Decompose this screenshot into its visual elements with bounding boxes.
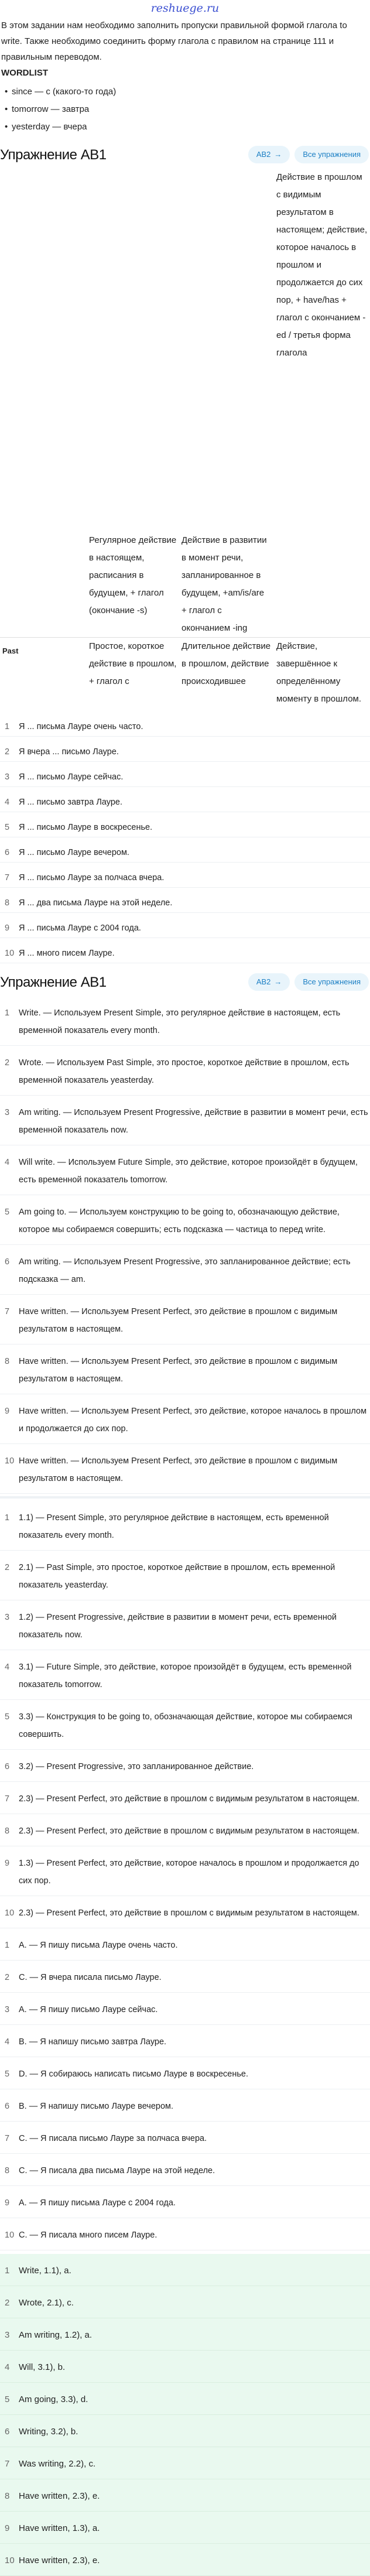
- list-item: 5 D. — Я собираюсь написать письмо Лауре в воскресенье.: [0, 2057, 370, 2089]
- question-text: Я ... два письма Лауре на этой неделе.: [19, 898, 173, 908]
- question-text: Я ... письмо завтра Лауре.: [19, 798, 122, 808]
- list-item: 7 С. — Я писала письмо Лауре за полчаса вчера.: [0, 2122, 370, 2154]
- all-exercises-label: Все упражнения: [303, 150, 361, 159]
- list-item: 10 Have written. — Используем Present Perfect, это действие в прошлом с видимым результатом в настоящем.: [0, 1444, 370, 1494]
- answers-list: [0, 2254, 370, 2576]
- explanation-text: Am writing. — Используем Present Progressive, действие в развитии в момент речи, есть временной показатель now.: [19, 1108, 368, 1135]
- wordlist: [0, 66, 370, 136]
- list-item: 6 В. — Я напишу письмо Лауре вечером.: [0, 2089, 370, 2122]
- rule-link-text: 2.1) — Past Simple, это простое, короткое действие в прошлом, есть временной показатель yeasterday.: [19, 1563, 335, 1590]
- translation-text: С. — Я писала два письма Лауре на этой неделе.: [19, 2166, 215, 2176]
- rules-cell: Действие в прошлом с видимым результатом в настоящем; действие, которое началось в прошлом и продолжается до сих пор, + have/has + глагол с окончанием -ed / третья форма глагола: [276, 172, 368, 358]
- translation-text: А. — Я пишу письма Лауре с 2004 года.: [19, 2198, 176, 2208]
- list-item: 2 2.1) — Past Simple, это простое, короткое действие в прошлом, есть временной показатель yeasterday.: [0, 1551, 370, 1600]
- rule-link-text: 3.3) — Конструкция to be going to, обозначающая действие, которое мы собираемся совершить.: [19, 1712, 352, 1740]
- all-exercises-label: Все упражнения: [303, 977, 361, 987]
- questions-list: [0, 711, 370, 963]
- list-item: 1 Я ... письма Лауре очень часто.: [0, 711, 370, 737]
- list-item: 3 Am writing, 1.2), а.: [0, 2318, 370, 2351]
- list-item: 5 Am going to. — Используем конструкцию to be going to, обозначающую действие, которое мы собираемся совершить; есть подсказка — частица to перед write.: [0, 1195, 370, 1245]
- rule-link-text: 3.1) — Future Simple, это действие, которое произойдёт в будущем, есть временной показатель tomorrow.: [19, 1662, 352, 1690]
- wordlist-item: • yesterday — вчера: [1, 118, 370, 136]
- task-intro: В этом задании нам необходимо заполнить пропуски правильной формой глагола to write. Также необходимо соединить форму глагола с правилом на странице 111 и правильным переводом.: [1, 20, 347, 62]
- rule-link-text: 3.2) — Present Progressive, это запланированное действие.: [19, 1762, 254, 1772]
- arrow-right-icon: →: [274, 977, 282, 987]
- question-text: Я ... письма Лауре с 2004 года.: [19, 923, 141, 933]
- list-item: 6 Writing, 3.2), b.: [0, 2415, 370, 2447]
- exercise-title: Упражнение AB1: [0, 146, 107, 163]
- list-item: 7 2.3) — Present Perfect, это действие в прошлом с видимым результатом в настоящем.: [0, 1782, 370, 1814]
- answer-text: Am going, 3.3), d.: [19, 2394, 88, 2405]
- list-item: 7 Was writing, 2.2), с.: [0, 2447, 370, 2479]
- wordlist-item: • tomorrow — завтра: [1, 101, 370, 118]
- list-item: 9 А. — Я пишу письма Лауре с 2004 года.: [0, 2186, 370, 2218]
- translation-text: D. — Я собираюсь написать письмо Лауре в воскресенье.: [19, 2069, 249, 2079]
- rules-cell: Простое, короткое действие в прошлом, + глагол с: [87, 638, 179, 709]
- list-item: 8 2.3) — Present Perfect, это действие в прошлом с видимым результатом в настоящем.: [0, 1814, 370, 1846]
- explanation-text: Have written. — Используем Present Perfect, это действие, которое началось в прошлом и продолжается до сих пор.: [19, 1407, 367, 1434]
- list-item: 8 Я ... два письма Лауре на этой неделе.: [0, 888, 370, 913]
- rules-row: [0, 169, 370, 638]
- list-item: 3 Am writing. — Используем Present Progressive, действие в развитии в момент речи, есть временной показатель now.: [0, 1096, 370, 1145]
- translation-text: С. — Я вчера писала письмо Лауре.: [19, 1973, 162, 1983]
- translations-list: [0, 1928, 370, 2250]
- site-logo[interactable]: reshuege.ru: [150, 2, 220, 15]
- translation-text: В. — Я напишу письмо завтра Лауре.: [19, 2037, 167, 2047]
- list-item: 1 1.1) — Present Simple, это регулярное действие в настоящем, есть временной показатель every month.: [0, 1501, 370, 1551]
- answer-text: Will, 3.1), b.: [19, 2362, 66, 2373]
- rules-cell: Регулярное действие в настоящем, расписания в будущем, + глагол (окончание -s): [89, 535, 177, 616]
- explanation-text: Am writing. — Используем Present Progressive, это запланированное действие; есть подсказка — am.: [19, 1257, 351, 1285]
- tense-label: [0, 169, 87, 638]
- answer-text: Writing, 3.2), b.: [19, 2427, 78, 2437]
- explanation-text: Have written. — Используем Present Perfect, это действие в прошлом с видимым результатом в настоящем.: [19, 1357, 338, 1384]
- explanation-text: Wrote. — Используем Past Simple, это простое, короткое действие в прошлом, есть временной показатель yeasterday.: [19, 1058, 350, 1086]
- wordlist-title: WORDLIST: [1, 68, 48, 78]
- all-exercises-button[interactable]: [294, 973, 369, 991]
- prev-exercise-label: AB2: [256, 977, 271, 987]
- translation-text: А. — Я пишу письмо Лауре сейчас.: [19, 2005, 158, 2015]
- answer-text: Write, 1.1), а.: [19, 2266, 71, 2276]
- rule-links-list: [0, 1501, 370, 1928]
- explanation-text: Have written. — Используем Present Perfect, это действие в прошлом с видимым результатом в настоящем.: [19, 1307, 338, 1335]
- question-text: Я ... письмо Лауре сейчас.: [19, 772, 124, 782]
- list-item: 8 С. — Я писала два письма Лауре на этой неделе.: [0, 2154, 370, 2186]
- wordlist-item: • since — с (какого-то года): [1, 83, 370, 101]
- list-item: 9 Я ... письма Лауре с 2004 года.: [0, 913, 370, 938]
- prev-exercise-button[interactable]: [248, 146, 290, 163]
- list-item: 3 1.2) — Present Progressive, действие в развитии в момент речи, есть временной показатель now.: [0, 1600, 370, 1650]
- list-item: 3 А. — Я пишу письмо Лауре сейчас.: [0, 1993, 370, 2025]
- translation-text: С. — Я писала много писем Лауре.: [19, 2231, 157, 2240]
- rules-cell: Действие, завершённое к определённому моменту в прошлом.: [274, 638, 370, 709]
- list-item: 4 3.1) — Future Simple, это действие, которое произойдёт в будущем, есть временной показатель tomorrow.: [0, 1650, 370, 1700]
- answer-text: Was writing, 2.2), с.: [19, 2459, 96, 2469]
- explanation-text: Have written. — Используем Present Perfect, это действие в прошлом с видимым результатом в настоящем.: [19, 1456, 338, 1484]
- list-item: 1 Write. — Используем Present Simple, это регулярное действие в настоящем, есть временной показатель every month.: [0, 996, 370, 1046]
- rule-link-text: 1.1) — Present Simple, это регулярное действие в настоящем, есть временной показатель every month.: [19, 1513, 329, 1541]
- explanation-text: Am going to. — Используем конструкцию to be going to, обозначающую действие, которое мы собираемся совершить; есть подсказка — частица to перед write.: [19, 1207, 340, 1235]
- list-item: 4 Я ... письмо завтра Лауре.: [0, 787, 370, 812]
- list-item: 10 2.3) — Present Perfect, это действие в прошлом с видимым результатом в настоящем.: [0, 1896, 370, 1928]
- list-item: 6 Am writing. — Используем Present Progressive, это запланированное действие; есть подсказка — am.: [0, 1245, 370, 1295]
- question-text: Я ... письмо Лауре в воскресенье.: [19, 823, 153, 833]
- rules-row: [0, 638, 370, 709]
- answer-text: Have written, 2.3), е.: [19, 2491, 100, 2502]
- question-text: Я ... много писем Лауре.: [19, 949, 115, 959]
- question-text: Я ... письмо Лауре вечером.: [19, 848, 129, 858]
- list-item: 7 Я ... письмо Лауре за полчаса вчера.: [0, 863, 370, 888]
- rule-link-text: 1.2) — Present Progressive, действие в развитии в момент речи, есть временной показатель now.: [19, 1613, 337, 1640]
- section-divider: [0, 1496, 370, 1499]
- exercise-header: [0, 136, 370, 169]
- exercise-header-2: [0, 963, 370, 996]
- rules-cell: Длительное действие в прошлом, действие происходившее: [179, 638, 274, 709]
- rules-table: [0, 169, 370, 708]
- list-item: 4 Will, 3.1), b.: [0, 2351, 370, 2383]
- list-item: 3 Я ... письмо Лауре сейчас.: [0, 762, 370, 787]
- list-item: 8 Have written. — Используем Present Perfect, это действие в прошлом с видимым результатом в настоящем.: [0, 1345, 370, 1394]
- list-item: 6 Я ... письмо Лауре вечером.: [0, 837, 370, 863]
- answer-text: Have written, 2.3), е.: [19, 2556, 100, 2566]
- translation-text: С. — Я писала письмо Лауре за полчаса вчера.: [19, 2134, 207, 2144]
- list-item: 1 Write, 1.1), а.: [0, 2254, 370, 2286]
- rule-link-text: 1.3) — Present Perfect, это действие, которое началось в прошлом и продолжается до сих пор.: [19, 1859, 359, 1886]
- list-item: 1 А. — Я пишу письма Лауре очень часто.: [0, 1928, 370, 1961]
- list-item: 2 Wrote. — Используем Past Simple, это простое, короткое действие в прошлом, есть временной показатель yeasterday.: [0, 1046, 370, 1096]
- list-item: 8 Have written, 2.3), е.: [0, 2479, 370, 2512]
- prev-exercise-button[interactable]: [248, 973, 290, 991]
- explanation-text: Will write. — Используем Future Simple, это действие, которое произойдёт в будущем, есть временной показатель tomorrow.: [19, 1158, 358, 1185]
- answer-text: Wrote, 2.1), с.: [19, 2298, 74, 2308]
- list-item: 10 С. — Я писала много писем Лауре.: [0, 2218, 370, 2250]
- arrow-right-icon: →: [274, 150, 282, 159]
- list-item: 9 Have written. — Используем Present Perfect, это действие, которое началось в прошлом и продолжается до сих пор.: [0, 1394, 370, 1444]
- question-text: Я вчера ... письмо Лауре.: [19, 747, 119, 757]
- list-item: 4 В. — Я напишу письмо завтра Лауре.: [0, 2025, 370, 2057]
- rule-link-text: 2.3) — Present Perfect, это действие в прошлом с видимым результатом в настоящем.: [19, 1794, 359, 1804]
- answer-text: Have written, 1.3), а.: [19, 2523, 100, 2534]
- explanation-text: Write. — Используем Present Simple, это регулярное действие в настоящем, есть временной показатель every month.: [19, 1008, 341, 1036]
- rules-cell: Действие в развитии в момент речи, запланированное в будущем, +am/is/are + глагол с окончанием -ing: [181, 535, 267, 634]
- explanations-list: [0, 996, 370, 1494]
- list-item: 7 Have written. — Используем Present Perfect, это действие в прошлом с видимым результатом в настоящем.: [0, 1295, 370, 1345]
- list-item: 2 Wrote, 2.1), с.: [0, 2286, 370, 2318]
- list-item: 2 С. — Я вчера писала письмо Лауре.: [0, 1961, 370, 1993]
- rule-link-text: 2.3) — Present Perfect, это действие в прошлом с видимым результатом в настоящем.: [19, 1908, 359, 1918]
- translation-text: В. — Я напишу письмо Лауре вечером.: [19, 2102, 174, 2112]
- list-item: 4 Will write. — Используем Future Simple, это действие, которое произойдёт в будущем, есть временной показатель tomorrow.: [0, 1145, 370, 1195]
- list-item: 6 3.2) — Present Progressive, это запланированное действие.: [0, 1750, 370, 1782]
- list-item: 9 1.3) — Present Perfect, это действие, которое началось в прошлом и продолжается до сих пор.: [0, 1846, 370, 1896]
- list-item: 5 3.3) — Конструкция to be going to, обозначающая действие, которое мы собираемся совершить.: [0, 1700, 370, 1750]
- list-item: 5 Я ... письмо Лауре в воскресенье.: [0, 812, 370, 837]
- tense-label: Past: [0, 638, 87, 709]
- answer-text: Am writing, 1.2), а.: [19, 2330, 92, 2341]
- translation-text: А. — Я пишу письма Лауре очень часто.: [19, 1941, 178, 1951]
- prev-exercise-label: AB2: [256, 150, 271, 159]
- list-item: 9 Have written, 1.3), а.: [0, 2512, 370, 2544]
- exercise-title: Упражнение AB1: [0, 974, 107, 990]
- all-exercises-button[interactable]: [294, 146, 369, 163]
- list-item: 10 Have written, 2.3), е.: [0, 2544, 370, 2576]
- rule-link-text: 2.3) — Present Perfect, это действие в прошлом с видимым результатом в настоящем.: [19, 1826, 359, 1836]
- question-text: Я ... письма Лауре очень часто.: [19, 722, 143, 732]
- list-item: 5 Am going, 3.3), d.: [0, 2383, 370, 2415]
- question-text: Я ... письмо Лауре за полчаса вчера.: [19, 873, 165, 883]
- list-item: 2 Я вчера ... письмо Лауре.: [0, 737, 370, 762]
- list-item: 10 Я ... много писем Лауре.: [0, 938, 370, 963]
